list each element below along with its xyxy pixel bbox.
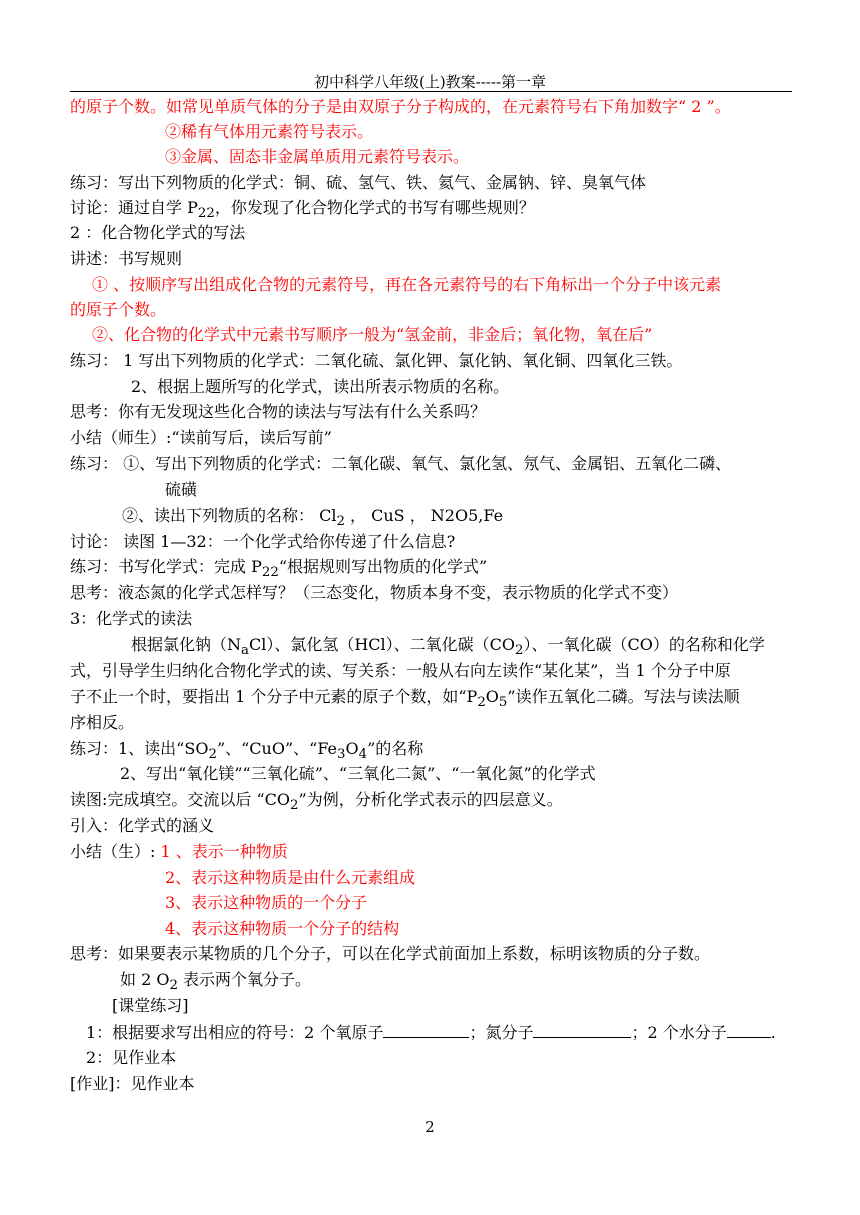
page-header: 初中科学八年级(上)教案-----第一章 — [313, 73, 547, 91]
text-line: 练习：书写化学式：完成 $P_{22}“$根据规则写出物质的化学式” — [70, 557, 488, 581]
text-line: 2、表示这种物质是由什么元素组成 — [165, 868, 416, 887]
text-line: 式，引导学生归纳化合物化学式的读、写关系：一般从右向左读作“某化某”，当 1 个分子中原 — [70, 661, 731, 680]
text-line: 引入：化学式的涵义 — [70, 816, 215, 835]
section-heading: [作业]：见作业本 — [70, 1074, 195, 1093]
section-heading: 3：化学式的读法 — [70, 609, 193, 628]
text-line: 根据氯化钠$(N_aCl)$、氯化氢（HCl）、二氧化碳$(CO_2)$、一氧化碳（CO）的名称和化学 — [131, 635, 765, 659]
text-line: 2、根据上题所写的化学式，读出所表示物质的名称。 — [131, 377, 510, 396]
text-line: 思考：如果要表示某物质的几个分子，可以在化学式前面加上系数，标明该物质的分子数。 — [70, 944, 711, 963]
text-line: 思考：你有无发现这些化合物的读法与写法有什么关系吗？ — [70, 402, 487, 421]
text-line: 练习：写出下列物质的化学式：铜、硫、氢气、铁、氦气、金属钠、锌、臭氧气体 — [70, 173, 647, 192]
text-line: ②、读出下列物质的名称： $Cl_2$ ， CuS ， N2O5,Fe — [122, 506, 504, 530]
section-heading: [课堂练习] — [112, 996, 189, 1015]
text-line: 思考：液态氮的化学式怎样写？（三态变化，物质本身不变，表示物质的化学式不变） — [70, 583, 679, 602]
text-line: ②、化合物的化学式中元素书写顺序一般为“氢金前，非金后；氧化物，氧在后” — [92, 325, 653, 344]
page-number: 2 — [425, 1118, 435, 1136]
answer-blank[interactable] — [383, 1021, 469, 1038]
text-line: 练习： 1 写出下列物质的化学式：二氧化硫、氯化钾、氯化钠、氧化铜、四氧化三铁。 — [70, 351, 683, 370]
text-line: 硫磺 — [165, 480, 198, 499]
text-line: 练习：1、读出“$SO_2$”、“CuO”、“$Fe_3O_4$”的名称 — [70, 739, 424, 763]
text-line: 讲述：书写规则 — [70, 249, 183, 268]
text-line: 1：根据要求写出相应的符号：2 个氧原子 ；氮分子 ；2 个水分子 . — [86, 1023, 776, 1042]
text-line: 小结（师生）:“读前写后，读后写前” — [70, 428, 332, 447]
answer-blank[interactable] — [727, 1021, 771, 1038]
text-line: 讨论：通过自学 $P_{22}$，你发现了化合物化学式的书写有哪些规则？ — [70, 198, 535, 222]
text-line: 2：见作业本 — [86, 1048, 177, 1067]
text-line: ②稀有气体用元素符号表示。 — [165, 122, 374, 141]
text-line: 小结（生）: 1 、表示一种物质 — [70, 842, 288, 861]
text-line: 的原子个数。 — [70, 300, 167, 319]
text-line: 如 2 $O_2$ 表示两个氧分子。 — [120, 970, 312, 994]
answer-blank[interactable] — [533, 1021, 631, 1038]
text-line: 练习： ①、写出下列物质的化学式：二氧化碳、氧气、氯化氢、氖气、金属铝、五氧化二磷、 — [70, 454, 732, 473]
text-line: 2、写出“氧化镁”“三氧化硫”、“三氧化二氮”、“一氧化氮”的化学式 — [120, 764, 596, 783]
text-line: 讨论： 读图 1—32：一个化学式给你传递了什么信息? — [70, 532, 456, 551]
section-heading: 2 ：化合物化学式的写法 — [70, 223, 246, 242]
text-line: 子不止一个时，要指出 1 个分子中元素的原子个数，如“$P_2O_5$”读作五氧化二磷。写法与读法顺 — [70, 687, 740, 711]
text-line: 的原子个数。如常见单质气体的分子是由双原子分子构成的，在元素符号右下角加数字“ 2 ”。 — [70, 97, 731, 116]
text-line: 读图:完成填空。交流以后 “$CO_2$”为例，分析化学式表示的四层意义。 — [70, 790, 563, 814]
header-divider — [70, 91, 792, 92]
text-line: 3、表示这种物质的一个分子 — [165, 893, 368, 912]
text-line: 序相反。 — [70, 713, 135, 732]
text-line: ① 、按顺序写出组成化合物的元素符号，再在各元素符号的右下角标出一个分子中该元素 — [92, 275, 722, 294]
text-line: ③金属、固态非金属单质用元素符号表示。 — [165, 147, 470, 166]
text-line: 4、表示这种物质一个分子的结构 — [165, 919, 400, 938]
